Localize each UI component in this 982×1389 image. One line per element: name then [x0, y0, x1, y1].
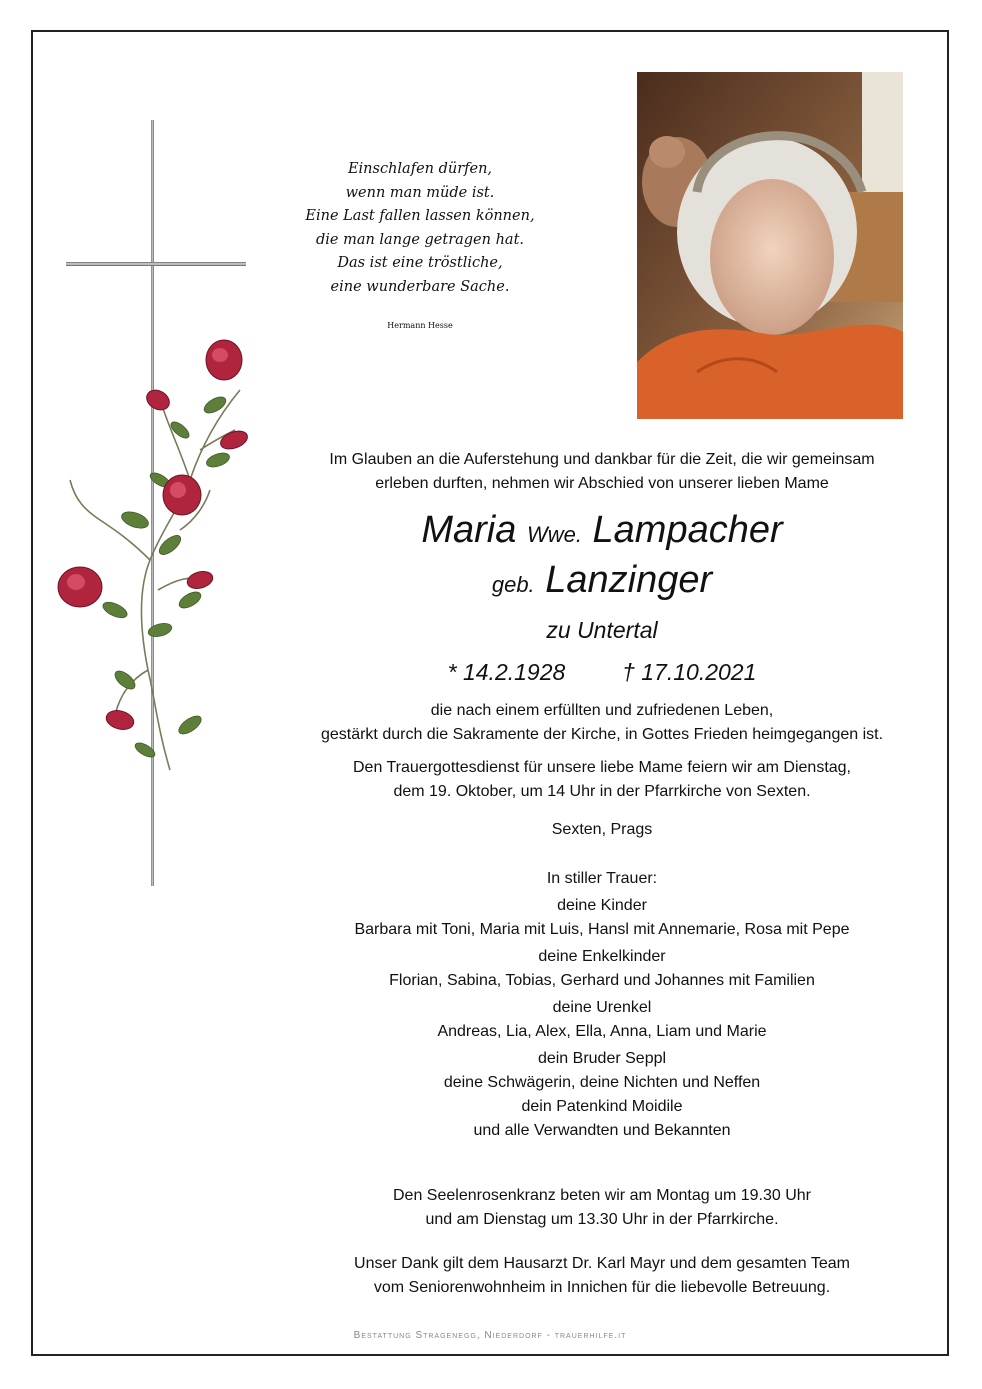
rosary-line: Den Seelenrosenkranz beten wir am Montag um 19.30 Uhr — [393, 1187, 811, 1204]
mourner-line: Andreas, Lia, Alex, Ella, Anna, Liam und Marie — [437, 1023, 767, 1040]
thanks-line: vom Seniorenwohnheim in Innichen für die liebevolle Betreuung. — [373, 1279, 831, 1296]
life-line: gestärkt durch die Sakramente der Kirche, in Gottes Frieden heimgegangen ist. — [320, 726, 884, 743]
mourner-line: deine Urenkel — [552, 999, 652, 1016]
life-dates — [300, 658, 904, 686]
thanks-line: Unser Dank gilt dem Hausarzt Dr. Karl Mayr und dem gesamten Team — [354, 1255, 850, 1272]
poem-line: Eine Last fallen lassen können, — [305, 208, 535, 224]
first-name: Maria — [421, 509, 517, 551]
surname: Lampacher — [592, 509, 783, 551]
mourner-line: und alle Verwandten und Bekannten — [473, 1122, 731, 1139]
mourners-block — [300, 867, 904, 1143]
location: Sexten, Prags — [551, 821, 653, 838]
life-text — [300, 699, 904, 747]
funeral-home-footer: Bestattung Stragenegg, Niederdorf - trauerhilfe.it — [353, 1330, 627, 1341]
rosary-line: und am Dienstag um 13.30 Uhr in der Pfarrkirche. — [425, 1211, 779, 1228]
mourner-line: deine Enkelkinder — [538, 948, 666, 965]
poem — [300, 158, 540, 299]
life-line: die nach einem erfüllten und zufriedenen Leben, — [430, 702, 774, 719]
poem-line: Das ist eine tröstliche, — [337, 255, 503, 271]
mourner-line: deine Kinder — [557, 897, 647, 914]
thanks-text — [300, 1252, 904, 1300]
cross-horizontal-beam — [66, 262, 246, 266]
residence: zu Untertal — [546, 617, 658, 643]
mourner-line: Florian, Sabina, Tobias, Gerhard und Johannes mit Familien — [389, 972, 815, 989]
birth-date: * 14.2.1928 — [447, 659, 566, 685]
mourner-line: Barbara mit Toni, Maria mit Luis, Hansl mit Annemarie, Rosa mit Pepe — [354, 921, 850, 938]
poem-line: Einschlafen dürfen, — [347, 161, 493, 177]
widow-label: Wwe. — [526, 522, 582, 547]
poem-line: die man lange getragen hat. — [315, 231, 525, 248]
service-line: dem 19. Oktober, um 14 Uhr in der Pfarrkirche von Sexten. — [393, 783, 811, 800]
poem-line: eine wunderbare Sache. — [330, 278, 510, 295]
born-prefix: geb. — [491, 572, 535, 597]
mourner-line: deine Schwägerin, deine Nichten und Neffen — [443, 1074, 761, 1091]
poem-author: Hermann Hesse — [387, 321, 453, 330]
maiden-name: Lanzinger — [545, 559, 713, 601]
service-line: Den Trauergottesdienst für unsere liebe Mame feiern wir am Dienstag, — [352, 759, 851, 776]
rosary-text — [300, 1184, 904, 1232]
mourner-line: dein Patenkind Moidile — [521, 1098, 683, 1115]
deceased-name — [300, 508, 904, 557]
intro-line: Im Glauben an die Auferstehung und dankbar für die Zeit, die wir gemeinsam — [329, 451, 875, 468]
location-text — [300, 818, 904, 842]
service-text — [300, 756, 904, 804]
mourner-line: dein Bruder Seppl — [537, 1050, 667, 1067]
poem-line: wenn man müde ist. — [345, 184, 495, 201]
intro-line: erleben durften, nehmen wir Abschied von unserer lieben Mame — [375, 475, 829, 492]
maiden-name-line — [300, 558, 904, 607]
death-date: † 17.10.2021 — [622, 659, 757, 685]
intro-text — [300, 448, 904, 496]
roses-illustration — [40, 330, 270, 790]
portrait-photo — [637, 72, 903, 419]
mourners-header: In stiller Trauer: — [546, 870, 658, 887]
